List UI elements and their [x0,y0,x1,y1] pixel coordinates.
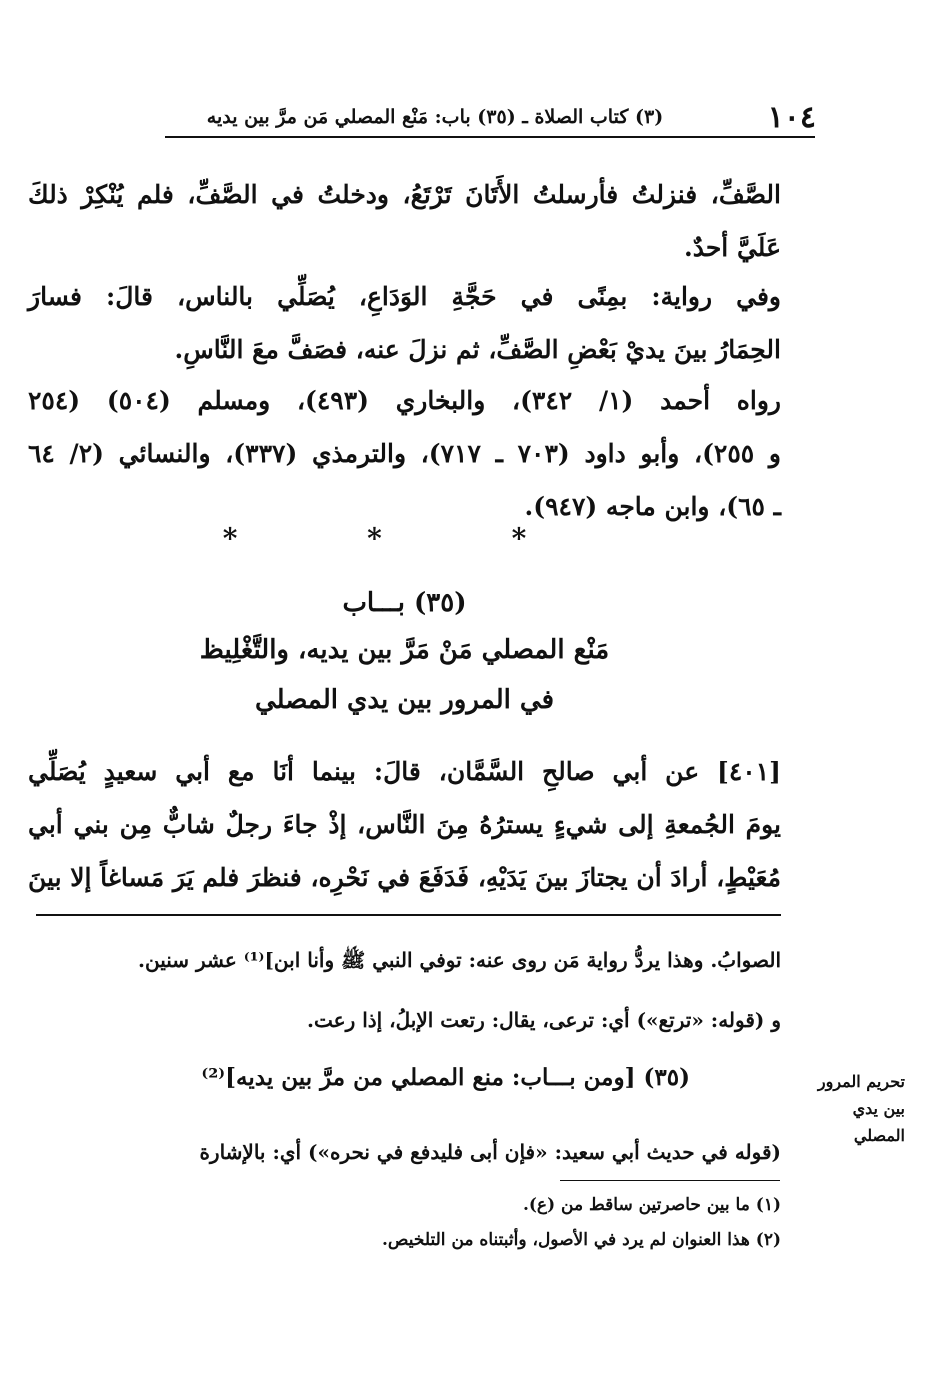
footnote-rule [560,1180,780,1181]
text-line: وفي رواية: بمِنًى في حَجَّةِ الوَدَاعِ، يُصَلِّي بالناس، قالَ: فسارَ [28,282,781,311]
margin-note-line: بين يدي [852,1099,905,1118]
main-paragraph-1 [28,168,781,274]
chapter-number: (٣٥) بـــاب [342,588,467,618]
footnote-1: (١) ما بين حاصرتين ساقط من (ع). [522,1195,781,1215]
margin-note [815,1068,905,1149]
commentary-heading: (٣٥) [ومن بـــاب: منع المصلي من مرَّ بين يديه]⁽²⁾ [201,1064,690,1091]
citation-paragraph [28,374,781,533]
margin-note-line: المصلي [853,1126,905,1145]
commentary-line-1: الصوابُ. وهذا يردُّ رواية مَن روى عنه: توفي النبي ﷺ وأنا ابن]⁽¹⁾ عشر سنين. [138,948,781,972]
text-line: [٤٠١] عن أبي صالحِ السَّمَّان، قالَ: بينما أنَا مع أبي سعيدٍ يُصَلِّي [28,757,781,786]
commentary-line-3: (قوله في حديث أبي سعيد: «فإن أبى فليدفع في نحره») أي: بالإشارة [199,1140,781,1164]
chapter-title-line-1: مَنْع المصلي مَنْ مَرَّ بين يديه، والتَّغْلِيظ [199,635,610,665]
page-number: ١٠٤ [767,100,816,135]
commentary-line-2: و (قوله: «ترتع») أي: ترعى، يقال: رتعت الإبلُ، إذا رعت. [307,1008,781,1032]
section-separator: * * * [222,522,587,555]
text-line: رواه أحمد (١/ ٣٤٢)، والبخاري (٤٩٣)، ومسلم (٥٠٤) (٢٥٤ [28,386,781,415]
main-paragraph-2 [28,270,781,376]
text-line: يومَ الجُمعةِ إلى شيءٍ يسترُهُ مِنَ النَّاس، إذْ جاءَ رجلٌ شابٌّ مِن بني أبي [28,810,781,839]
chapter-title-line-2: في المرور بين يدي المصلي [254,685,555,715]
text-line: و ٢٥٥)، وأبو داود (٧٠٣ ـ ٧١٧)، والترمذي (٣٣٧)، والنسائي (٢/ ٦٤ [28,439,781,468]
hadith-paragraph [28,745,781,904]
text-line: مُعَيْطٍ، أرادَ أن يجتازَ بينَ يَدَيْهِ، فَدَفَعَ في نَحْرِه، فنظرَ فلم يَرَ مَساغاً إلا بينَ [28,863,781,892]
body-divider-rule [36,914,781,916]
text-line: الحِمَارُ بينَ يديْ بَعْضِ الصَّفِّ، ثم نزلَ عنه، فصَفَّ معَ النَّاسِ. [174,335,781,364]
text-line: ـ ٦٥)، وابن ماجه (٩٤٧). [524,492,781,521]
text-line: عَلَيَّ أحدٌ. [684,233,781,262]
running-title: (٣) كتاب الصلاة ـ (٣٥) باب: مَنْع المصلي مَن مرَّ بين يديه [206,106,664,128]
margin-note-line: تحريم المرور [817,1072,905,1091]
footnote-2: (٢) هذا العنوان لم يرد في الأصول، وأثبتناه من التلخيص. [382,1230,781,1250]
text-line: الصَّفِّ، فنزلتُ فأرسلتُ الأَتَانَ تَرْتَعُ، ودخلتُ في الصَّفِّ، فلم يُنْكِرْ ذلكَ [28,180,781,209]
header-rule [165,136,815,138]
